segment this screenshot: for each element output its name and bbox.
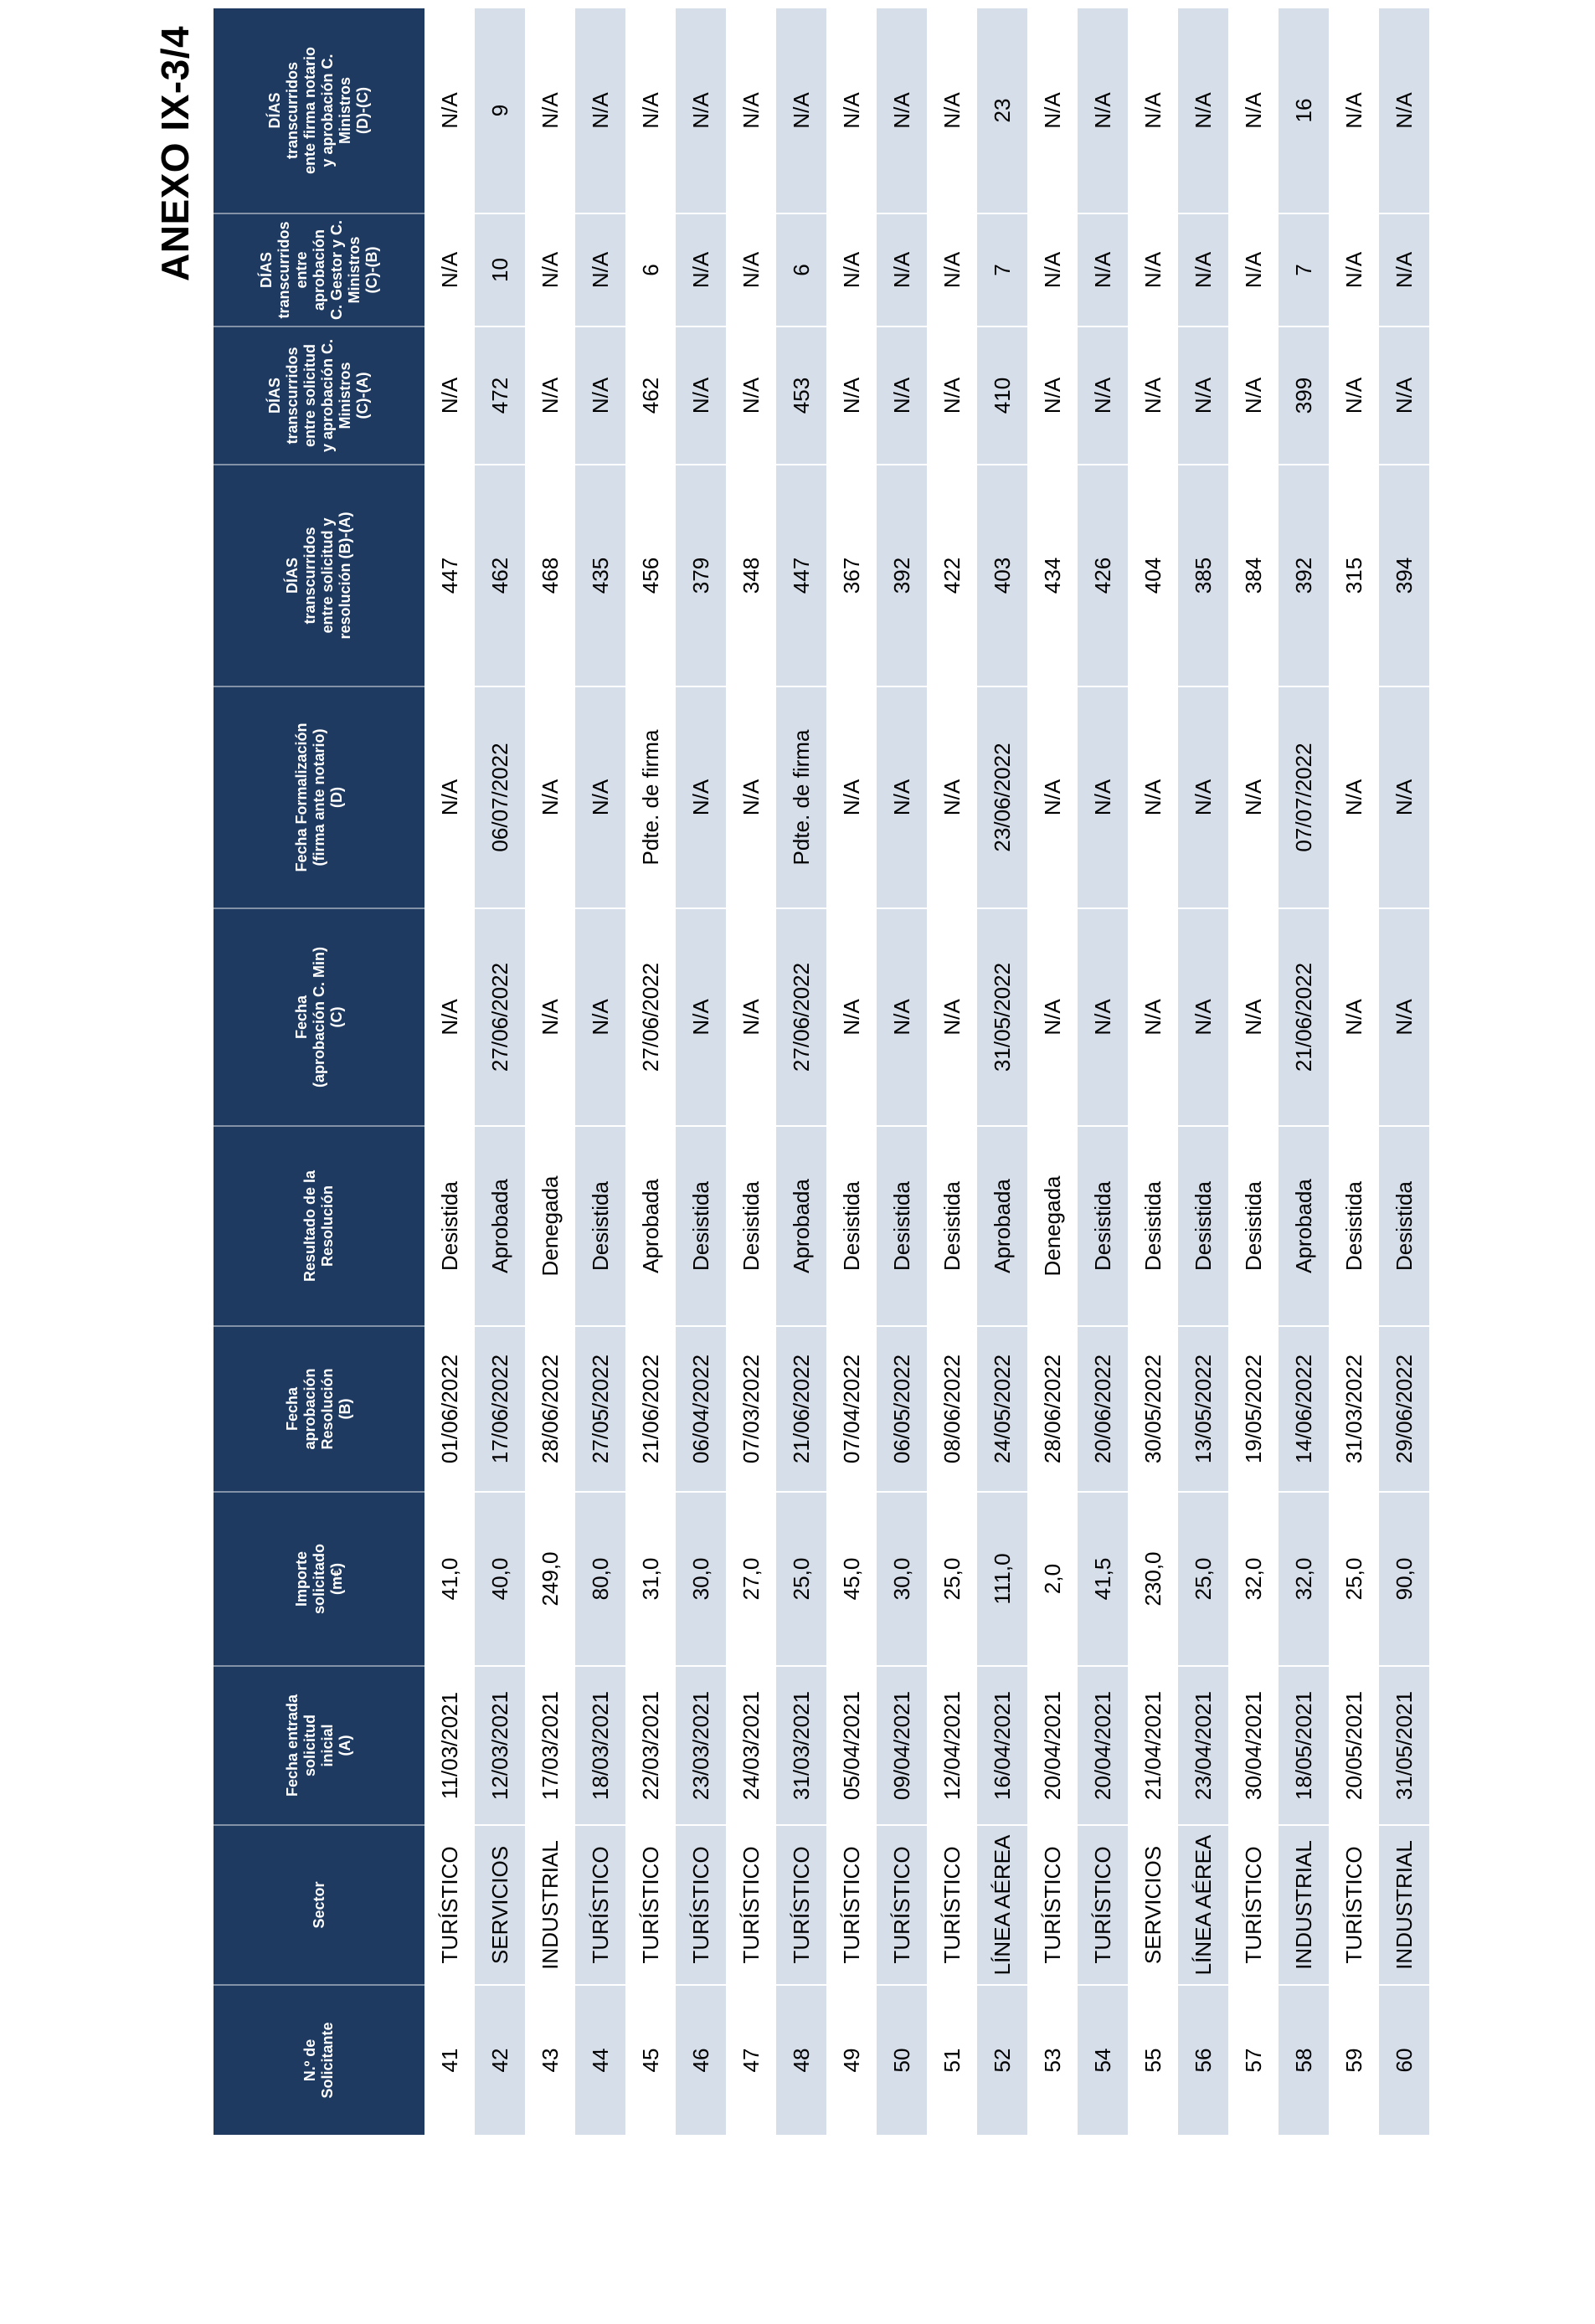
annex-title: ANEXO IX-3/4 xyxy=(153,25,197,281)
cell-dias_ba: 392 xyxy=(877,465,927,686)
cell-fecha_d: N/A xyxy=(1228,686,1279,908)
cell-resultado: Denegada xyxy=(1027,1126,1078,1326)
cell-sector: TURÍSTICO xyxy=(1329,1825,1379,1985)
cell-importe: 90,0 xyxy=(1379,1492,1429,1666)
cell-num: 48 xyxy=(776,1985,826,2135)
cell-dias_dc: N/A xyxy=(726,8,776,213)
cell-fecha_c: N/A xyxy=(676,908,726,1126)
cell-fecha_a: 22/03/2021 xyxy=(625,1666,676,1825)
cell-fecha_d: N/A xyxy=(424,686,475,908)
cell-dias_dc: N/A xyxy=(525,8,575,213)
cell-dias_ba: 468 xyxy=(525,465,575,686)
cell-num: 52 xyxy=(977,1985,1027,2135)
cell-sector: SERVICIOS xyxy=(1128,1825,1178,1985)
cell-num: 55 xyxy=(1128,1985,1178,2135)
column-header-dias_dc: DÍAS transcurridos ente firma notario y aprobación C. Ministros (D)-(C) xyxy=(214,8,424,213)
column-header-dias_ba: DÍAS transcurridos entre solicitud y resolución (B)-(A) xyxy=(214,465,424,686)
cell-dias_ca: N/A xyxy=(1078,326,1128,465)
cell-fecha_a: 20/05/2021 xyxy=(1329,1666,1379,1825)
cell-dias_cb: N/A xyxy=(726,213,776,326)
table-row xyxy=(1027,8,1078,2135)
cell-dias_ca: N/A xyxy=(826,326,877,465)
cell-fecha_d: N/A xyxy=(1128,686,1178,908)
cell-importe: 25,0 xyxy=(776,1492,826,1666)
cell-sector: INDUSTRIAL xyxy=(1279,1825,1329,1985)
cell-dias_dc: N/A xyxy=(1228,8,1279,213)
cell-importe: 25,0 xyxy=(1329,1492,1379,1666)
cell-dias_cb: 6 xyxy=(776,213,826,326)
cell-resultado: Desistida xyxy=(1178,1126,1228,1326)
column-header-num: N.º de Solicitante xyxy=(214,1985,424,2135)
cell-dias_cb: N/A xyxy=(525,213,575,326)
cell-fecha_a: 21/04/2021 xyxy=(1128,1666,1178,1825)
cell-num: 58 xyxy=(1279,1985,1329,2135)
cell-dias_cb: 6 xyxy=(625,213,676,326)
cell-fecha_a: 23/04/2021 xyxy=(1178,1666,1228,1825)
cell-fecha_d: N/A xyxy=(525,686,575,908)
cell-dias_dc: 16 xyxy=(1279,8,1329,213)
cell-dias_dc: N/A xyxy=(1128,8,1178,213)
cell-importe: 40,0 xyxy=(475,1492,525,1666)
cell-fecha_b: 19/05/2022 xyxy=(1228,1326,1279,1492)
cell-resultado: Desistida xyxy=(877,1126,927,1326)
cell-sector: TURÍSTICO xyxy=(927,1825,977,1985)
cell-fecha_c: 27/06/2022 xyxy=(475,908,525,1126)
cell-resultado: Desistida xyxy=(424,1126,475,1326)
table-row xyxy=(676,8,726,2135)
cell-sector: TURÍSTICO xyxy=(776,1825,826,1985)
cell-importe: 30,0 xyxy=(877,1492,927,1666)
cell-fecha_b: 30/05/2022 xyxy=(1128,1326,1178,1492)
cell-fecha_a: 30/04/2021 xyxy=(1228,1666,1279,1825)
cell-dias_dc: 9 xyxy=(475,8,525,213)
cell-fecha_b: 06/05/2022 xyxy=(877,1326,927,1492)
cell-importe: 111,0 xyxy=(977,1492,1027,1666)
cell-fecha_b: 01/06/2022 xyxy=(424,1326,475,1492)
cell-fecha_b: 17/06/2022 xyxy=(475,1326,525,1492)
cell-fecha_d: N/A xyxy=(1329,686,1379,908)
cell-dias_ba: 462 xyxy=(475,465,525,686)
column-header-fecha_b: Fecha aprobación Resolución (B) xyxy=(214,1326,424,1492)
cell-dias_ba: 348 xyxy=(726,465,776,686)
cell-dias_dc: N/A xyxy=(1078,8,1128,213)
cell-fecha_a: 05/04/2021 xyxy=(826,1666,877,1825)
cell-dias_cb: N/A xyxy=(1027,213,1078,326)
cell-sector: LÍNEA AÉREA xyxy=(977,1825,1027,1985)
cell-dias_ca: 399 xyxy=(1279,326,1329,465)
cell-fecha_c: N/A xyxy=(1128,908,1178,1126)
cell-dias_ba: 385 xyxy=(1178,465,1228,686)
cell-importe: 32,0 xyxy=(1228,1492,1279,1666)
column-header-dias_ca: DÍAS transcurridos entre solicitud y aprobación C. Ministros (C)-(A) xyxy=(214,326,424,465)
table-row xyxy=(625,8,676,2135)
cell-dias_dc: N/A xyxy=(826,8,877,213)
cell-resultado: Denegada xyxy=(525,1126,575,1326)
cell-fecha_a: 31/05/2021 xyxy=(1379,1666,1429,1825)
cell-dias_ca: N/A xyxy=(575,326,625,465)
cell-sector: TURÍSTICO xyxy=(826,1825,877,1985)
table-row xyxy=(1078,8,1128,2135)
cell-fecha_b: 29/06/2022 xyxy=(1379,1326,1429,1492)
cell-dias_cb: N/A xyxy=(877,213,927,326)
table-row xyxy=(927,8,977,2135)
cell-dias_ca: N/A xyxy=(726,326,776,465)
cell-dias_cb: N/A xyxy=(1128,213,1178,326)
cell-fecha_c: N/A xyxy=(726,908,776,1126)
cell-dias_ba: 403 xyxy=(977,465,1027,686)
cell-dias_ba: 392 xyxy=(1279,465,1329,686)
cell-fecha_c: N/A xyxy=(575,908,625,1126)
cell-fecha_b: 27/05/2022 xyxy=(575,1326,625,1492)
cell-dias_ba: 384 xyxy=(1228,465,1279,686)
table-row xyxy=(575,8,625,2135)
cell-fecha_b: 21/06/2022 xyxy=(776,1326,826,1492)
cell-fecha_d: N/A xyxy=(1178,686,1228,908)
column-header-dias_cb: DÍAS transcurridos entre aprobación C. Gestor y C. Ministros (C)-(B) xyxy=(214,213,424,326)
cell-dias_ca: 472 xyxy=(475,326,525,465)
cell-fecha_a: 23/03/2021 xyxy=(676,1666,726,1825)
cell-num: 50 xyxy=(877,1985,927,2135)
cell-sector: TURÍSTICO xyxy=(424,1825,475,1985)
cell-dias_ba: 434 xyxy=(1027,465,1078,686)
cell-importe: 41,0 xyxy=(424,1492,475,1666)
cell-sector: LÍNEA AÉREA xyxy=(1178,1825,1228,1985)
cell-fecha_a: 12/04/2021 xyxy=(927,1666,977,1825)
cell-fecha_a: 09/04/2021 xyxy=(877,1666,927,1825)
cell-fecha_c: N/A xyxy=(1228,908,1279,1126)
cell-dias_ca: 462 xyxy=(625,326,676,465)
cell-dias_dc: N/A xyxy=(676,8,726,213)
cell-fecha_a: 20/04/2021 xyxy=(1027,1666,1078,1825)
cell-resultado: Desistida xyxy=(1128,1126,1178,1326)
cell-num: 57 xyxy=(1228,1985,1279,2135)
cell-dias_ca: N/A xyxy=(1228,326,1279,465)
cell-num: 53 xyxy=(1027,1985,1078,2135)
cell-fecha_b: 08/06/2022 xyxy=(927,1326,977,1492)
cell-dias_cb: N/A xyxy=(676,213,726,326)
cell-importe: 230,0 xyxy=(1128,1492,1178,1666)
cell-importe: 41,5 xyxy=(1078,1492,1128,1666)
cell-dias_ba: 422 xyxy=(927,465,977,686)
table-row xyxy=(726,8,776,2135)
cell-resultado: Desistida xyxy=(1078,1126,1128,1326)
cell-fecha_c: N/A xyxy=(424,908,475,1126)
table-row xyxy=(525,8,575,2135)
cell-fecha_c: 27/06/2022 xyxy=(625,908,676,1126)
cell-resultado: Desistida xyxy=(1379,1126,1429,1326)
column-header-importe: Importe solicitado (m€) xyxy=(214,1492,424,1666)
cell-dias_cb: N/A xyxy=(1078,213,1128,326)
cell-fecha_b: 06/04/2022 xyxy=(676,1326,726,1492)
cell-dias_cb: N/A xyxy=(826,213,877,326)
cell-dias_dc: N/A xyxy=(877,8,927,213)
cell-resultado: Desistida xyxy=(927,1126,977,1326)
cell-sector: SERVICIOS xyxy=(475,1825,525,1985)
cell-dias_ba: 367 xyxy=(826,465,877,686)
cell-fecha_d: 06/07/2022 xyxy=(475,686,525,908)
cell-fecha_b: 13/05/2022 xyxy=(1178,1326,1228,1492)
cell-sector: TURÍSTICO xyxy=(575,1825,625,1985)
cell-dias_ca: 453 xyxy=(776,326,826,465)
cell-dias_ca: N/A xyxy=(1178,326,1228,465)
cell-resultado: Desistida xyxy=(826,1126,877,1326)
column-header-sector: Sector xyxy=(214,1825,424,1985)
cell-num: 41 xyxy=(424,1985,475,2135)
cell-fecha_d: N/A xyxy=(1027,686,1078,908)
cell-dias_ba: 315 xyxy=(1329,465,1379,686)
table-row xyxy=(826,8,877,2135)
cell-fecha_c: N/A xyxy=(1178,908,1228,1126)
cell-num: 47 xyxy=(726,1985,776,2135)
cell-fecha_a: 20/04/2021 xyxy=(1078,1666,1128,1825)
cell-fecha_a: 16/04/2021 xyxy=(977,1666,1027,1825)
cell-fecha_d: N/A xyxy=(877,686,927,908)
cell-dias_dc: N/A xyxy=(625,8,676,213)
cell-fecha_c: 21/06/2022 xyxy=(1279,908,1329,1126)
cell-fecha_b: 14/06/2022 xyxy=(1279,1326,1329,1492)
cell-fecha_b: 07/03/2022 xyxy=(726,1326,776,1492)
cell-fecha_b: 07/04/2022 xyxy=(826,1326,877,1492)
cell-dias_ca: N/A xyxy=(1128,326,1178,465)
cell-sector: TURÍSTICO xyxy=(1027,1825,1078,1985)
cell-fecha_d: N/A xyxy=(575,686,625,908)
cell-dias_ca: N/A xyxy=(1027,326,1078,465)
cell-fecha_c: N/A xyxy=(1027,908,1078,1126)
cell-num: 49 xyxy=(826,1985,877,2135)
cell-dias_dc: N/A xyxy=(1027,8,1078,213)
cell-dias_ba: 379 xyxy=(676,465,726,686)
cell-num: 46 xyxy=(676,1985,726,2135)
cell-dias_cb: 7 xyxy=(1279,213,1329,326)
cell-fecha_b: 20/06/2022 xyxy=(1078,1326,1128,1492)
cell-dias_ca: N/A xyxy=(525,326,575,465)
cell-dias_cb: N/A xyxy=(1228,213,1279,326)
cell-num: 43 xyxy=(525,1985,575,2135)
table-row xyxy=(877,8,927,2135)
cell-fecha_d: N/A xyxy=(1078,686,1128,908)
table-row xyxy=(1128,8,1178,2135)
cell-fecha_a: 18/03/2021 xyxy=(575,1666,625,1825)
cell-fecha_c: N/A xyxy=(877,908,927,1126)
table-row xyxy=(1329,8,1379,2135)
cell-importe: 249,0 xyxy=(525,1492,575,1666)
cell-sector: TURÍSTICO xyxy=(625,1825,676,1985)
cell-fecha_d: Pdte. de firma xyxy=(625,686,676,908)
cell-sector: INDUSTRIAL xyxy=(1379,1825,1429,1985)
cell-fecha_d: N/A xyxy=(1379,686,1429,908)
cell-dias_cb: N/A xyxy=(575,213,625,326)
cell-fecha_b: 24/05/2022 xyxy=(977,1326,1027,1492)
column-header-fecha_d: Fecha Formalización (firma ante notario) (D) xyxy=(214,686,424,908)
cell-dias_dc: N/A xyxy=(1178,8,1228,213)
cell-importe: 25,0 xyxy=(1178,1492,1228,1666)
cell-fecha_a: 31/03/2021 xyxy=(776,1666,826,1825)
cell-importe: 31,0 xyxy=(625,1492,676,1666)
cell-dias_cb: N/A xyxy=(424,213,475,326)
cell-resultado: Desistida xyxy=(575,1126,625,1326)
cell-fecha_d: N/A xyxy=(826,686,877,908)
cell-fecha_a: 12/03/2021 xyxy=(475,1666,525,1825)
cell-importe: 80,0 xyxy=(575,1492,625,1666)
cell-dias_cb: N/A xyxy=(927,213,977,326)
cell-fecha_d: N/A xyxy=(927,686,977,908)
cell-importe: 32,0 xyxy=(1279,1492,1329,1666)
cell-dias_ca: N/A xyxy=(1329,326,1379,465)
cell-importe: 45,0 xyxy=(826,1492,877,1666)
cell-num: 44 xyxy=(575,1985,625,2135)
cell-importe: 27,0 xyxy=(726,1492,776,1666)
cell-dias_cb: 10 xyxy=(475,213,525,326)
cell-dias_ba: 394 xyxy=(1379,465,1429,686)
table-header-row xyxy=(214,8,424,2135)
cell-resultado: Aprobada xyxy=(475,1126,525,1326)
cell-fecha_d: N/A xyxy=(676,686,726,908)
cell-dias_dc: 23 xyxy=(977,8,1027,213)
cell-fecha_c: 31/05/2022 xyxy=(977,908,1027,1126)
column-header-resultado: Resultado de la Resolución xyxy=(214,1126,424,1326)
cell-fecha_b: 21/06/2022 xyxy=(625,1326,676,1492)
cell-dias_dc: N/A xyxy=(575,8,625,213)
table-row xyxy=(475,8,525,2135)
cell-dias_dc: N/A xyxy=(1379,8,1429,213)
cell-num: 56 xyxy=(1178,1985,1228,2135)
annex-table xyxy=(214,8,1429,2135)
cell-importe: 30,0 xyxy=(676,1492,726,1666)
cell-fecha_b: 28/06/2022 xyxy=(525,1326,575,1492)
cell-dias_ca: N/A xyxy=(424,326,475,465)
cell-fecha_d: 23/06/2022 xyxy=(977,686,1027,908)
cell-dias_ca: N/A xyxy=(877,326,927,465)
cell-resultado: Desistida xyxy=(1228,1126,1279,1326)
cell-fecha_c: N/A xyxy=(1329,908,1379,1126)
cell-sector: TURÍSTICO xyxy=(726,1825,776,1985)
cell-num: 51 xyxy=(927,1985,977,2135)
cell-fecha_c: N/A xyxy=(1379,908,1429,1126)
cell-fecha_d: N/A xyxy=(726,686,776,908)
cell-num: 42 xyxy=(475,1985,525,2135)
cell-sector: TURÍSTICO xyxy=(676,1825,726,1985)
table-row xyxy=(977,8,1027,2135)
cell-fecha_c: 27/06/2022 xyxy=(776,908,826,1126)
cell-dias_ca: N/A xyxy=(676,326,726,465)
cell-resultado: Aprobada xyxy=(1279,1126,1329,1326)
cell-fecha_a: 24/03/2021 xyxy=(726,1666,776,1825)
table-row xyxy=(1178,8,1228,2135)
cell-dias_cb: N/A xyxy=(1329,213,1379,326)
column-header-fecha_a: Fecha entrada solicitud inicial (A) xyxy=(214,1666,424,1825)
cell-fecha_b: 28/06/2022 xyxy=(1027,1326,1078,1492)
cell-sector: TURÍSTICO xyxy=(1228,1825,1279,1985)
cell-resultado: Aprobada xyxy=(625,1126,676,1326)
cell-resultado: Aprobada xyxy=(977,1126,1027,1326)
table-row xyxy=(1379,8,1429,2135)
cell-dias_cb: N/A xyxy=(1379,213,1429,326)
cell-fecha_d: Pdte. de firma xyxy=(776,686,826,908)
cell-resultado: Aprobada xyxy=(776,1126,826,1326)
cell-dias_ba: 447 xyxy=(424,465,475,686)
cell-dias_dc: N/A xyxy=(424,8,475,213)
cell-num: 54 xyxy=(1078,1985,1128,2135)
table-row xyxy=(1228,8,1279,2135)
cell-fecha_b: 31/03/2022 xyxy=(1329,1326,1379,1492)
cell-dias_dc: N/A xyxy=(776,8,826,213)
table-row xyxy=(776,8,826,2135)
cell-dias_dc: N/A xyxy=(1329,8,1379,213)
cell-dias_cb: 7 xyxy=(977,213,1027,326)
table-row xyxy=(424,8,475,2135)
cell-fecha_c: N/A xyxy=(927,908,977,1126)
cell-sector: TURÍSTICO xyxy=(877,1825,927,1985)
cell-dias_ba: 435 xyxy=(575,465,625,686)
cell-dias_cb: N/A xyxy=(1178,213,1228,326)
cell-fecha_c: N/A xyxy=(1078,908,1128,1126)
cell-fecha_d: 07/07/2022 xyxy=(1279,686,1329,908)
cell-num: 60 xyxy=(1379,1985,1429,2135)
cell-resultado: Desistida xyxy=(726,1126,776,1326)
cell-importe: 25,0 xyxy=(927,1492,977,1666)
cell-num: 59 xyxy=(1329,1985,1379,2135)
cell-sector: INDUSTRIAL xyxy=(525,1825,575,1985)
cell-dias_ba: 404 xyxy=(1128,465,1178,686)
cell-dias_ba: 426 xyxy=(1078,465,1128,686)
cell-dias_ba: 456 xyxy=(625,465,676,686)
cell-importe: 2,0 xyxy=(1027,1492,1078,1666)
cell-fecha_a: 11/03/2021 xyxy=(424,1666,475,1825)
column-header-fecha_c: Fecha (aprobación C. Min) (C) xyxy=(214,908,424,1126)
cell-dias_ca: N/A xyxy=(1379,326,1429,465)
cell-fecha_a: 17/03/2021 xyxy=(525,1666,575,1825)
cell-dias_dc: N/A xyxy=(927,8,977,213)
cell-fecha_c: N/A xyxy=(525,908,575,1126)
cell-dias_ba: 447 xyxy=(776,465,826,686)
cell-num: 45 xyxy=(625,1985,676,2135)
cell-fecha_c: N/A xyxy=(826,908,877,1126)
cell-resultado: Desistida xyxy=(676,1126,726,1326)
cell-dias_ca: N/A xyxy=(927,326,977,465)
cell-sector: TURÍSTICO xyxy=(1078,1825,1128,1985)
cell-resultado: Desistida xyxy=(1329,1126,1379,1326)
cell-fecha_a: 18/05/2021 xyxy=(1279,1666,1329,1825)
table-row xyxy=(1279,8,1329,2135)
cell-dias_ca: 410 xyxy=(977,326,1027,465)
